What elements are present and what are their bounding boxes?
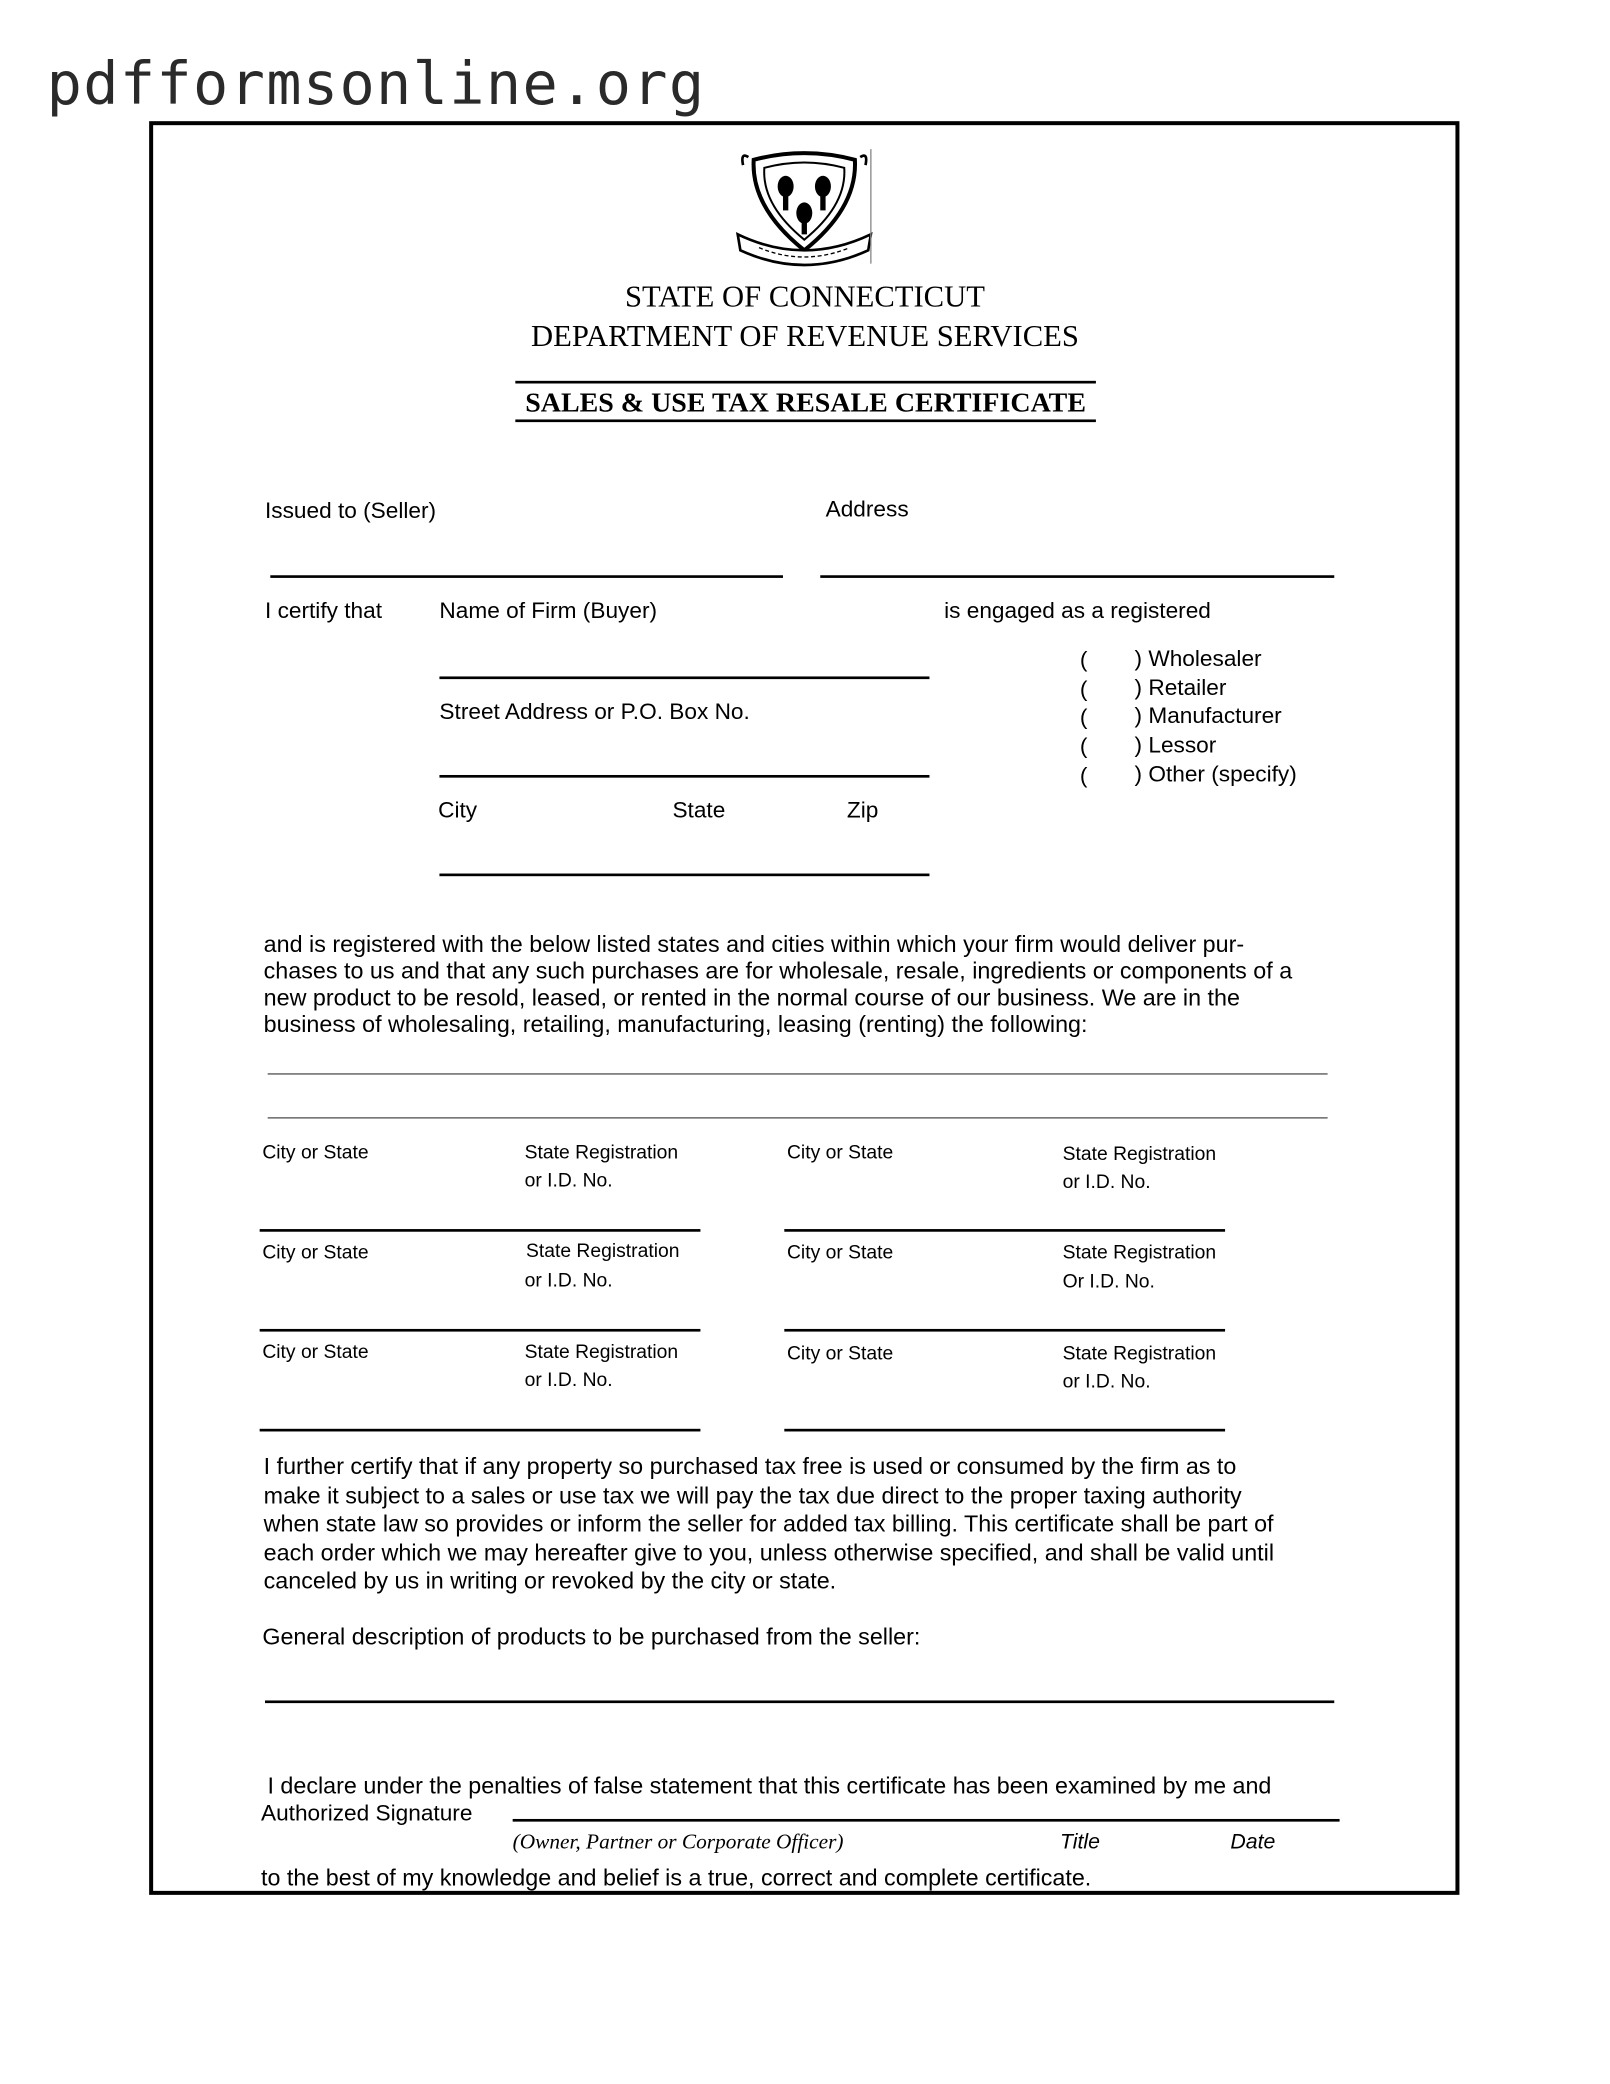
registration-label: State Registration: [1062, 1143, 1217, 1166]
registration-line[interactable]: [784, 1329, 1225, 1332]
business-type-label: ) Retailer: [1134, 675, 1227, 701]
registration-line[interactable]: [260, 1229, 701, 1232]
title-rule-bottom: [515, 419, 1096, 422]
business-type-checkbox[interactable]: (: [1079, 676, 1088, 702]
products-line-2[interactable]: [268, 1117, 1328, 1118]
seller-address-label: Address: [825, 496, 909, 522]
seller-name-line[interactable]: [270, 575, 783, 578]
registration-label: State Registration: [525, 1241, 680, 1263]
title-label: Title: [1059, 1830, 1101, 1854]
city-or-state-label: City or State: [786, 1242, 894, 1264]
city-or-state-label: City or State: [262, 1342, 369, 1364]
department-heading: DEPARTMENT OF REVENUE SERVICES: [530, 319, 1079, 353]
signature-line[interactable]: [513, 1819, 1340, 1822]
title-rule-top: [515, 381, 1096, 384]
city-state-zip-line[interactable]: [439, 874, 929, 877]
city-or-state-label: City or State: [786, 1343, 894, 1365]
registration-line[interactable]: [784, 1229, 1225, 1232]
business-type-label: ) Lessor: [1134, 732, 1217, 758]
paragraph-line: make it subject to a sales or use tax we will pay the tax due direct to the proper taxing authority: [263, 1481, 1242, 1509]
general-description-label: General description of products to be purchased from the seller:: [262, 1623, 921, 1650]
paragraph-line: canceled by us in writing or revoked by the city or state.: [263, 1567, 837, 1594]
further-certify-paragraph: [264, 1453, 1274, 1596]
registration-label: or I.D. No.: [524, 1170, 613, 1192]
registration-paragraph: [264, 931, 1293, 1038]
firm-name-line[interactable]: [439, 676, 929, 679]
registration-line[interactable]: [260, 1329, 701, 1332]
registration-label: State Registration: [524, 1342, 679, 1364]
paragraph-line: and is registered with the below listed states and cities within which your firm would deliver pur-: [263, 930, 1245, 958]
registration-label: or I.D. No.: [524, 1370, 613, 1392]
registration-label: or I.D. No.: [1062, 1371, 1151, 1393]
city-or-state-label: City or State: [262, 1242, 369, 1264]
paragraph-line: chases to us and that any such purchases are for wholesale, resale, ingredients or components of a: [263, 957, 1293, 985]
engaged-label: is engaged as a registered: [944, 597, 1211, 624]
paragraph-line: each order which we may hereafter give to you, unless otherwise specified, and shall be valid until: [263, 1538, 1275, 1566]
city-label: City: [438, 797, 478, 823]
paragraph-line: when state law so provides or inform the seller for added tax billing. This certificate shall be part of: [263, 1510, 1274, 1537]
city-or-state-label: City or State: [262, 1142, 369, 1164]
registration-line[interactable]: [784, 1429, 1225, 1432]
general-description-line[interactable]: [265, 1700, 1334, 1703]
business-type-checkbox[interactable]: (: [1079, 647, 1088, 673]
paragraph-line: I declare under the penalties of false statement that this certificate has been examined by me and: [260, 1772, 1272, 1799]
connecticut-state-seal-icon: [730, 146, 879, 269]
street-label: Street Address or P.O. Box No.: [439, 699, 750, 725]
street-line[interactable]: [439, 775, 929, 778]
business-type-checkbox[interactable]: (: [1079, 704, 1088, 730]
business-type-label: ) Wholesaler: [1134, 645, 1262, 672]
issued-to-label: Issued to (Seller): [264, 498, 437, 524]
registration-line[interactable]: [260, 1429, 701, 1432]
registration-label: or I.D. No.: [1062, 1171, 1151, 1194]
registration-label: State Registration: [1062, 1343, 1217, 1365]
registration-label: Or I.D. No.: [1062, 1271, 1155, 1293]
signature-label: Authorized Signature: [260, 1800, 473, 1826]
registration-label: or I.D. No.: [524, 1270, 613, 1292]
business-type-label: ) Manufacturer: [1134, 703, 1282, 729]
form-title: SALES & USE TAX RESALE CERTIFICATE: [525, 386, 1087, 419]
paragraph-line: I further certify that if any property so purchased tax free is used or consumed by the firm as to: [263, 1452, 1237, 1480]
firm-name-label: Name of Firm (Buyer): [439, 597, 658, 624]
products-line-1[interactable]: [268, 1073, 1328, 1074]
registration-label: State Registration: [1062, 1242, 1217, 1264]
business-type-checkbox[interactable]: (: [1079, 763, 1088, 789]
paragraph-line: business of wholesaling, retailing, manufacturing, leasing (renting) the following:: [263, 1010, 1088, 1038]
paragraph-line: to the best of my knowledge and belief is a true, correct and complete certificate.: [260, 1864, 1092, 1891]
certify-label: I certify that: [264, 597, 383, 624]
business-type-label: ) Other (specify): [1134, 761, 1297, 787]
zip-label: Zip: [846, 797, 879, 823]
business-type-checkbox[interactable]: (: [1079, 733, 1088, 760]
paragraph-line: new product to be resold, leased, or rented in the normal course of our business. We are in the: [263, 984, 1240, 1011]
registration-label: State Registration: [524, 1142, 679, 1164]
signer-role-hint: (Owner, Partner or Corporate Officer): [512, 1830, 844, 1854]
state-label: State: [672, 797, 726, 823]
date-label: Date: [1230, 1830, 1276, 1854]
city-or-state-label: City or State: [786, 1142, 894, 1164]
seller-address-line[interactable]: [820, 575, 1334, 578]
watermark: pdfformsonline.org: [46, 50, 706, 119]
state-heading: STATE OF CONNECTICUT: [624, 279, 985, 313]
